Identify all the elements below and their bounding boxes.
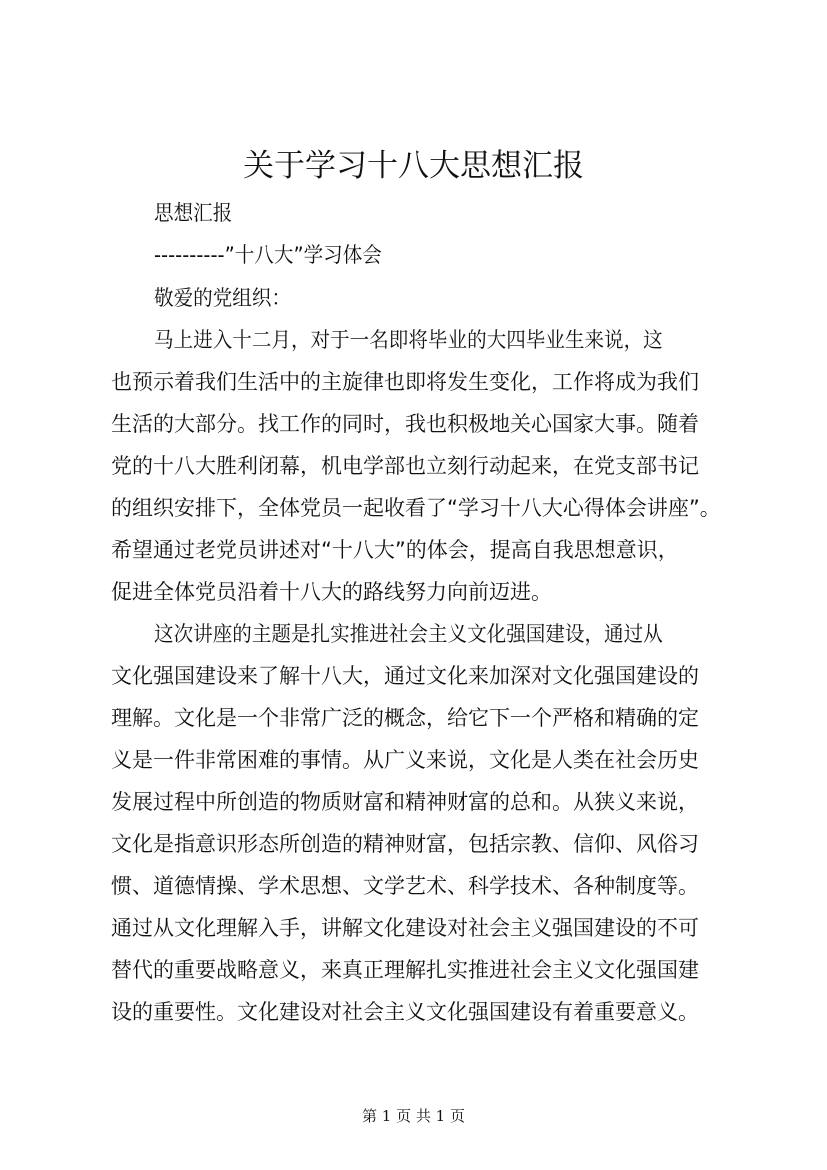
paragraph2-line: 理解。文化是一个非常广泛的概念，给它下一个严格和精确的定 bbox=[111, 706, 699, 730]
heading-line: 思想汇报 bbox=[154, 201, 233, 225]
salutation-line: 敬爱的党组织： bbox=[154, 286, 291, 310]
paragraph2-line: 替代的重要战略意义，来真正理解扎实推进社会主义文化强国建 bbox=[111, 958, 699, 982]
paragraph1-line: 希望通过老党员讲述对“十八大”的体会，提高自我思想意识， bbox=[111, 538, 679, 562]
paragraph2-line: 义是一件非常困难的事情。从广义来说，文化是人类在社会历史 bbox=[111, 748, 699, 772]
paragraph2-line: 这次讲座的主题是扎实推进社会主义文化强国建设，通过从 bbox=[154, 622, 663, 646]
paragraph2-line: 文化强国建设来了解十八大，通过文化来加深对文化强国建设的 bbox=[111, 664, 699, 688]
paragraph2-line: 设的重要性。文化建设对社会主义文化强国建设有着重要意义。 bbox=[111, 1000, 699, 1024]
page-number-footer: 第 1 页 共 1 页 bbox=[362, 1107, 465, 1125]
paragraph1-line: 马上进入十二月，对于一名即将毕业的大四毕业生来说，这 bbox=[154, 328, 663, 352]
paragraph1-line: 党的十八大胜利闭幕，机电学部也立刻行动起来，在党支部书记 bbox=[111, 454, 699, 478]
paragraph1-line: 生活的大部分。找工作的同时，我也积极地关心国家大事。随着 bbox=[111, 412, 699, 436]
document-title: 关于学习十八大思想汇报 bbox=[243, 148, 584, 184]
paragraph1-line: 促进全体党员沿着十八大的路线努力向前迈进。 bbox=[111, 580, 552, 604]
paragraph2-line: 通过从文化理解入手，讲解文化建设对社会主义强国建设的不可 bbox=[111, 916, 699, 940]
subtitle-line: ----------”十八大”学习体会 bbox=[154, 243, 382, 267]
paragraph2-line: 文化是指意识形态所创造的精神财富，包括宗教、信仰、风俗习 bbox=[111, 832, 699, 856]
paragraph2-line: 发展过程中所创造的物质财富和精神财富的总和。从狭义来说， bbox=[111, 790, 699, 814]
paragraph2-line: 惯、道德情操、学术思想、文学艺术、科学技术、各种制度等。 bbox=[111, 874, 699, 898]
paragraph1-line: 也预示着我们生活中的主旋律也即将发生变化，工作将成为我们 bbox=[111, 370, 699, 394]
paragraph1-line: 的组织安排下，全体党员一起收看了“学习十八大心得体会讲座”。 bbox=[111, 496, 721, 520]
